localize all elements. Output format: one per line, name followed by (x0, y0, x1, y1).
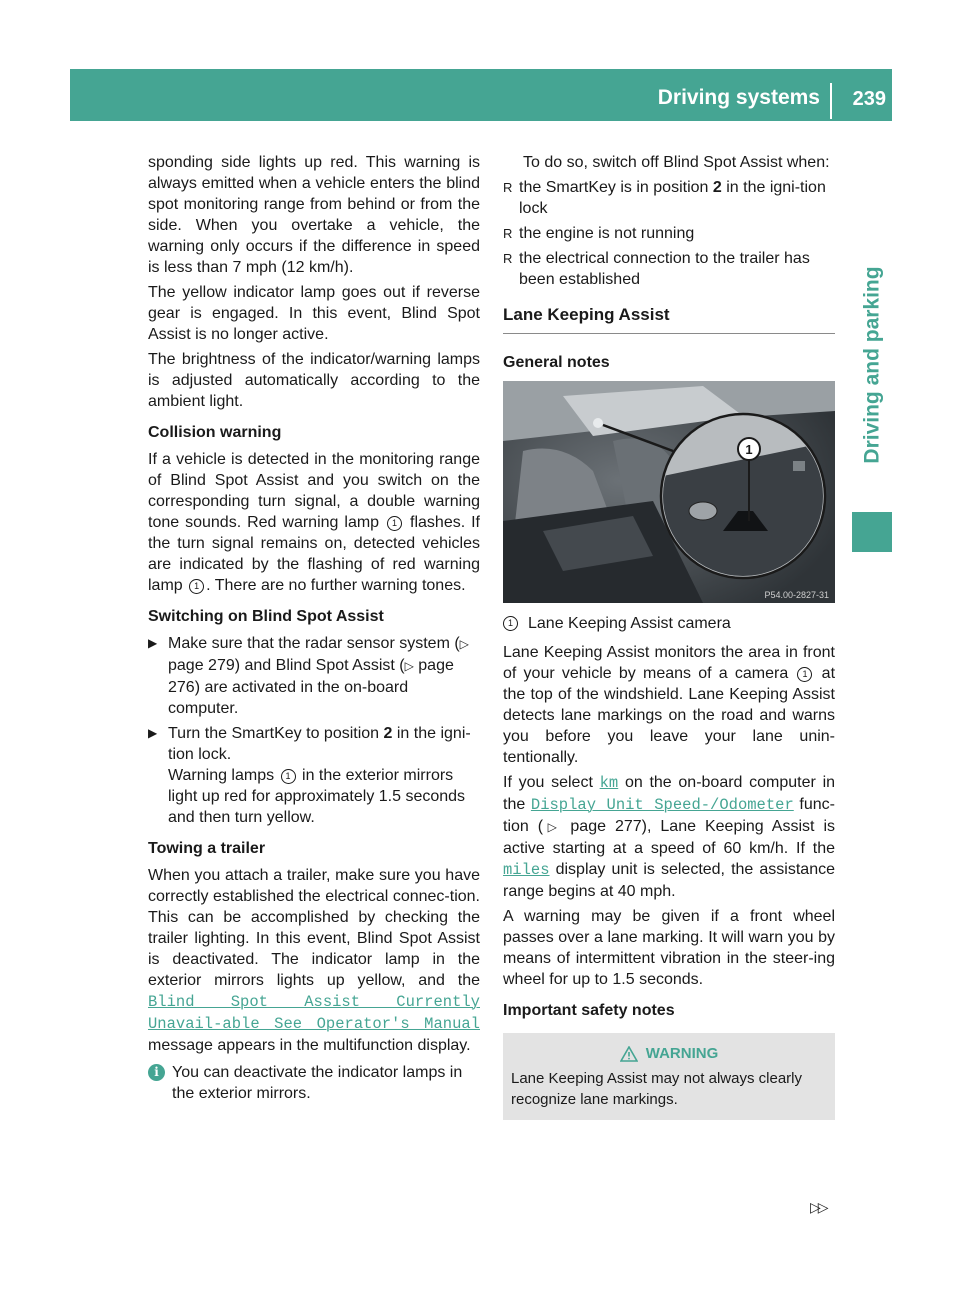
text-run: the electrical connection to the trailer has been established (519, 250, 810, 288)
bullet-icon: R (503, 251, 513, 266)
collision-warning-heading: Collision warning (148, 424, 282, 441)
general-notes-heading: General notes (503, 354, 610, 371)
text-run: message appears in the multifunction display. (148, 1037, 471, 1054)
info-note (148, 1062, 480, 1104)
towing-paragraph (148, 865, 480, 1056)
warning-paragraph: A warning may be given if a front wheel passes over a lane marking. It will warn you by means of intermittent vibration in the steer-ing wheel for up to 1.5 seconds. (503, 908, 835, 988)
step-arrow-icon: ▶ (148, 636, 158, 650)
paragraph: The yellow indicator lamp goes out if reverse gear is engaged. In this event, Blind Spot Assist is no longer active. (148, 284, 480, 343)
page-number: 239 (852, 88, 886, 110)
callout-1-icon: 1 (387, 516, 402, 531)
step-item (148, 723, 480, 828)
page-header (70, 69, 892, 121)
text-run: the engine is not running (519, 225, 695, 242)
warning-label: WARNING (645, 1045, 719, 1062)
text-run: Turn the SmartKey to position (168, 725, 380, 742)
step-item (148, 633, 480, 719)
display-unit-miles: miles (503, 861, 550, 879)
page-reference-link[interactable]: page 277), Lane Keeping Assist is active starting at a speed of 60 km/h. If the (503, 818, 835, 857)
condition-item (503, 177, 835, 219)
camera-location-figure (503, 381, 835, 603)
paragraph: sponding side lights up red. This warning is always emitted when a vehicle enters the blind spot monitoring range from behind or from the side. When you overtake a vehicle, the warning only occurs if the difference in speed is less than 7 mph (12 km/h). (148, 154, 480, 276)
chapter-side-tab (852, 240, 892, 490)
lka-paragraph (503, 642, 835, 768)
callout-1-icon: 1 (503, 616, 518, 631)
key-position: 2 (383, 725, 393, 742)
condition-item (503, 223, 835, 244)
step-arrow-icon: ▶ (148, 726, 158, 740)
callout-1-icon: 1 (281, 769, 296, 784)
switching-on-heading: Switching on Blind Spot Assist (148, 608, 384, 625)
towing-trailer-heading: Towing a trailer (148, 840, 266, 857)
collision-paragraph (148, 449, 480, 596)
warning-box (503, 1033, 835, 1120)
bullet-icon: R (503, 180, 513, 195)
figure-caption (503, 613, 835, 634)
text-run: at the top of the windshield. Lane Keeping Assist detects lane markings on the road and warns you before you leave your lane unin-tentionally. (503, 665, 836, 766)
warning-title (511, 1043, 827, 1064)
info-text: You can deactivate the indicator lamps in the exterior mirrors. (172, 1064, 463, 1102)
continue-arrows-icon: ▷▷ (810, 1199, 826, 1215)
page-ref-arrow-icon: ▷ (543, 820, 562, 834)
text-run: func-tion ( (503, 796, 835, 835)
display-message: Blind Spot Assist Currently Unavail‐able See Operator's Manual (148, 993, 480, 1033)
callout-1-icon: 1 (189, 579, 204, 594)
bullet-icon: R (503, 226, 513, 241)
figure-code: P54.00-2827-31 (764, 590, 829, 600)
text-run: in the igni-tion lock. (168, 725, 471, 763)
display-unit-km: km (599, 774, 619, 792)
section-title: Driving systems (657, 86, 820, 109)
car-interior-illustration (503, 381, 835, 603)
text-run: Lane Keeping Assist monitors the area in front of your vehicle by means of a camera (503, 644, 835, 682)
left-column (148, 152, 480, 1104)
condition-item (503, 248, 835, 290)
callout-1-icon: 1 (797, 667, 812, 682)
warning-text: Lane Keeping Assist may not always clearly recognize lane markings. (511, 1070, 802, 1108)
page-ref-arrow-icon: ▷ (404, 659, 414, 673)
page-reference-link[interactable]: page 276) are activated in the on-board computer. (168, 657, 454, 717)
text-run: display unit is selected, the assistance range begins at 40 mph. (503, 861, 835, 900)
text-run: the SmartKey is in position (519, 179, 709, 196)
page-reference-link[interactable]: page 279) and Blind Spot Assist ( (168, 657, 405, 674)
page-ref-arrow-icon: ▷ (459, 637, 469, 651)
warning-triangle-icon (620, 1046, 638, 1062)
chapter-label: Driving and parking (860, 266, 884, 464)
header-divider (830, 83, 832, 119)
text-run: Make sure that the radar sensor system ( (168, 635, 460, 652)
lane-keeping-heading: Lane Keeping Assist (503, 304, 835, 334)
text-run: in the igni-tion lock (519, 179, 826, 217)
safety-notes-heading: Important safety notes (503, 1002, 675, 1019)
caption-text: Lane Keeping Assist camera (528, 615, 731, 632)
key-position: 2 (712, 179, 722, 196)
chapter-marker (852, 512, 892, 552)
text-run: When you attach a trailer, make sure you have correctly established the electrical connec-tion. This can be accomplished by checking the trailer lighting. In this event, Blind Spot Assist is deactivated. The indicator lamp in the exterior mirrors lights up yellow, and the (148, 867, 480, 989)
text-run: flashes. If the turn signal remains on, detected vehicles are indicated by the flashing of red warning lamp (148, 514, 481, 594)
text-run: If a vehicle is detected in the monitoring range of Blind Spot Assist and you switch on the corresponding turn signal, a double warning tone sounds. Red warning lamp (148, 451, 480, 531)
svg-text:1: 1 (745, 442, 753, 457)
display-function-name: Display Unit Speed-/Odometer (530, 796, 794, 814)
paragraph: The brightness of the indicator/warning lamps is adjusted automatically according to the ambient light. (148, 351, 480, 410)
right-column (503, 152, 835, 1120)
text-run: If you select (503, 774, 593, 791)
text-run: on the on-board computer in the (503, 774, 836, 813)
info-icon: i (148, 1064, 165, 1081)
text-run: Warning lamps (168, 767, 275, 784)
text-run: . There are no further warning tones. (206, 577, 466, 594)
intro-text: To do so, switch off Blind Spot Assist when: (523, 154, 830, 171)
text-run: in the exterior mirrors light up red for approximately 1.5 seconds and then turn yellow. (168, 767, 466, 826)
unit-paragraph (503, 772, 835, 902)
